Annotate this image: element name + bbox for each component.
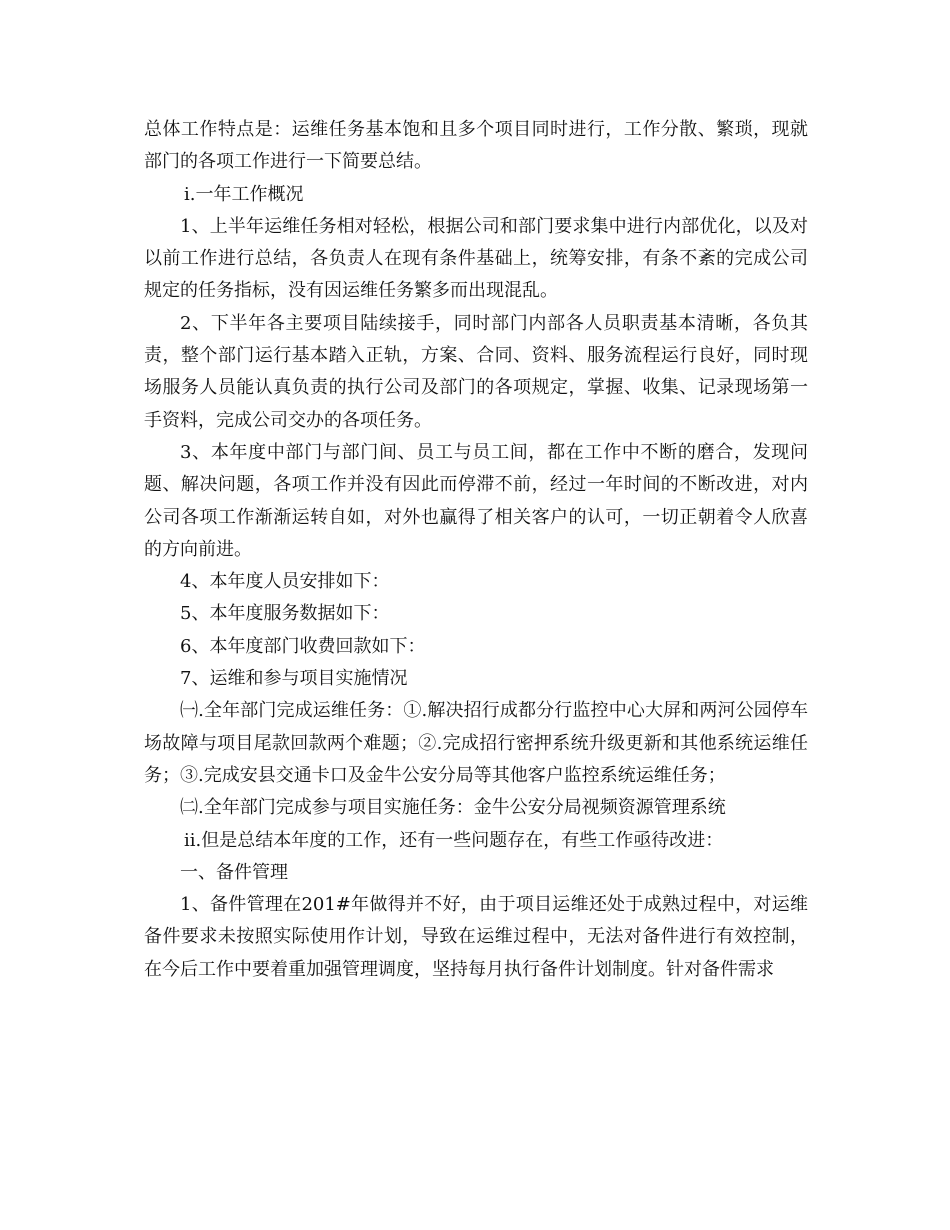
paragraph-item-7: 7、运维和参与项目实施情况 — [180, 668, 408, 690]
paragraph-heading-spare-parts: 一、备件管理 — [180, 861, 288, 883]
paragraph-item-1: 1、上半年运维任务相对轻松，根据公司和部门要求集中进行内部优化，以及对以前工作进行总结，各负责人在现有条件基础上，统筹安排，有条不紊的完成公司规定的任务指标，没有因运维任务繁多而出现混乱。 — [144, 215, 808, 302]
paragraph-item-6: 6、本年度部门收费回款如下： — [180, 635, 426, 657]
section-heading-problems: ⅱ.但是总结本年度的工作，还有一些问题存在，有些工作亟待改进： — [184, 829, 724, 851]
paragraph-item-5: 5、本年度服务数据如下： — [180, 603, 390, 625]
paragraph-subitem-2: ㈡.全年部门完成参与项目实施任务：金牛公安分局视频资源管理系统 — [180, 797, 726, 819]
paragraph-intro: 总体工作特点是：运维任务基本饱和且多个项目同时进行，工作分散、繁琐，现就部门的各项工作进行一下简要总结。 — [144, 119, 808, 173]
paragraph-item-4: 4、本年度人员安排如下： — [180, 571, 390, 593]
paragraph-item-3: 3、本年度中部门与部门间、员工与员工间，都在工作中不断的磨合，发现问题、解决问题，各项工作并没有因此而停滞不前，经过一年时间的不断改进，对内公司各项工作渐渐运转自如，对外也赢得了相关客户的认可，一切正朝着令人欣喜的方向前进。 — [144, 441, 808, 560]
document-body — [144, 114, 808, 986]
paragraph-subitem-1: ㈠.全年部门完成运维任务：①.解决招行成都分行监控中心大屏和两河公园停车场故障与项目尾款回款两个难题；②.完成招行密押系统升级更新和其他系统运维任务；③.完成安县交通卡口及金牛公安分局等其他客户监控系统运维任务； — [144, 700, 808, 786]
paragraph-item-2: 2、下半年各主要项目陆续接手，同时部门内部各人员职责基本清晰，各负其责，整个部门运行基本踏入正轨，方案、合同、资料、服务流程运行良好，同时现场服务人员能认真负责的执行公司及部门的各项规定，掌握、收集、记录现场第一手资料，完成公司交办的各项任务。 — [144, 312, 808, 431]
section-heading-overview: ⅰ.一年工作概况 — [184, 183, 304, 205]
paragraph-spare-parts-1: 1、备件管理在201#年做得并不好，由于项目运维还处于成熟过程中，对运维备件要求未按照实际使用作计划，导致在运维过程中，无法对备件进行有效控制，在今后工作中要着重加强管理调度，坚持每月执行备件计划制度。针对备件需求 — [144, 894, 808, 980]
